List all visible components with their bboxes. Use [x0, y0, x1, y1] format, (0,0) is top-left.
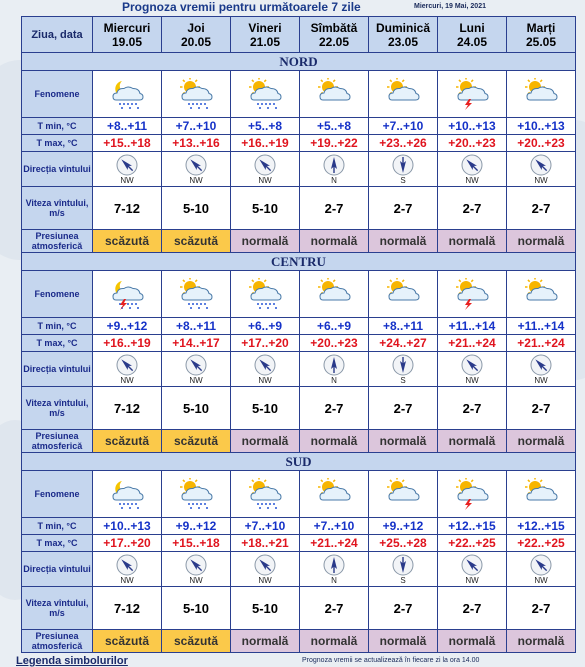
row-label-wind-speed: Viteza vîntului, m/s [22, 187, 93, 230]
tmin-value: +7..+10 [369, 118, 438, 135]
wind-direction-label: NW [189, 375, 203, 385]
weather-cell [93, 471, 162, 518]
wind-speed-value: 7-12 [93, 387, 162, 430]
wind-direction-cell [93, 352, 162, 387]
wind-arrow-icon [530, 154, 552, 176]
wind-arrow-icon [461, 154, 483, 176]
row-label-wind-direction: Direcția vîntului [22, 152, 93, 187]
tmax-value: +15..+18 [162, 535, 231, 552]
weather-cell [93, 271, 162, 318]
wind-speed-row [22, 187, 576, 230]
weather-cell [300, 471, 369, 518]
day-date: 23.05 [387, 34, 419, 49]
weather-cell [507, 471, 576, 518]
wind-direction-cell [507, 552, 576, 587]
day-date: 20.05 [180, 34, 212, 49]
pressure-value: normală [231, 430, 300, 453]
pressure-value: scăzută [93, 230, 162, 253]
tmin-value: +9..+12 [369, 518, 438, 535]
pressure-value: scăzută [162, 230, 231, 253]
header-label: Ziua, data [22, 17, 93, 53]
row-label-phenomena: Fenomene [22, 471, 93, 518]
row-label-wind-speed: Viteza vîntului, m/s [22, 387, 93, 430]
wind-speed-value: 2-7 [300, 187, 369, 230]
page-title: Prognoza vremii pentru următoarele 7 zile [122, 0, 361, 14]
tmin-value: +7..+10 [162, 118, 231, 135]
pressure-value: normală [438, 430, 507, 453]
wind-direction-cell [231, 352, 300, 387]
sun-cloud-icon [507, 78, 575, 110]
tmin-row [22, 318, 576, 335]
weather-cell [507, 271, 576, 318]
wind-direction-label: NW [189, 175, 203, 185]
wind-arrow-icon [323, 154, 345, 176]
day-name: Marți [526, 20, 556, 35]
tmin-value: +6..+9 [300, 318, 369, 335]
row-label-wind-speed: Viteza vîntului, m/s [22, 587, 93, 630]
pressure-value: normală [438, 230, 507, 253]
wind-speed-value: 2-7 [438, 587, 507, 630]
wind-arrow-icon [323, 354, 345, 376]
phenomena-row [22, 71, 576, 118]
wind-direction-row [22, 552, 576, 587]
pressure-value: scăzută [162, 430, 231, 453]
pressure-value: normală [438, 630, 507, 653]
tmax-value: +24..+27 [369, 335, 438, 352]
row-label-wind-direction: Direcția vîntului [22, 352, 93, 387]
wind-arrow-icon [530, 554, 552, 576]
wind-arrow-icon [185, 154, 207, 176]
night-cloud-rain-icon [93, 78, 161, 110]
wind-direction-cell [369, 552, 438, 587]
wind-direction-label: NW [534, 575, 548, 585]
wind-direction-label: NW [534, 375, 548, 385]
phenomena-row [22, 471, 576, 518]
update-note: Prognoza vremii se actualizează în fiecare zi la ora 14.00 [302, 657, 480, 664]
wind-direction-cell [300, 552, 369, 587]
wind-direction-label: N [331, 575, 337, 585]
row-label-tmax: T max, °C [22, 135, 93, 152]
tmax-value: +21..+24 [300, 535, 369, 552]
sun-cloud-icon [300, 78, 368, 110]
region-row [22, 453, 576, 471]
pressure-value: normală [300, 430, 369, 453]
row-label-tmax: T max, °C [22, 335, 93, 352]
wind-speed-value: 7-12 [93, 587, 162, 630]
pressure-value: scăzută [162, 630, 231, 653]
day-name: Sîmbătă [310, 20, 358, 35]
wind-direction-cell [369, 352, 438, 387]
wind-speed-value: 2-7 [300, 387, 369, 430]
weather-cell [507, 71, 576, 118]
tmin-value: +8..+11 [162, 318, 231, 335]
tmax-row [22, 135, 576, 152]
wind-direction-label: NW [465, 375, 479, 385]
region-row [22, 53, 576, 71]
region-row [22, 253, 576, 271]
current-date: Miercuri, 19 Mai, 2021 [414, 3, 486, 10]
pressure-row [22, 630, 576, 653]
wind-direction-cell [300, 352, 369, 387]
wind-speed-value: 5-10 [162, 387, 231, 430]
wind-speed-value: 5-10 [231, 187, 300, 230]
region-name: SUD [22, 453, 576, 471]
wind-arrow-icon [392, 154, 414, 176]
title-bar [0, 0, 585, 16]
pressure-value: normală [369, 430, 438, 453]
sun-cloud-rain-icon [162, 78, 230, 110]
tmin-row [22, 118, 576, 135]
wind-arrow-icon [461, 354, 483, 376]
tmax-value: +20..+23 [507, 135, 576, 152]
wind-direction-label: N [331, 375, 337, 385]
row-label-wind-direction: Direcția vîntului [22, 552, 93, 587]
tmax-value: +19..+22 [300, 135, 369, 152]
tmin-value: +8..+11 [93, 118, 162, 135]
sun-cloud-rain-icon [162, 278, 230, 310]
wind-speed-value: 2-7 [300, 587, 369, 630]
tmax-value: +16..+19 [231, 135, 300, 152]
sun-cloud-icon [369, 278, 437, 310]
wind-speed-value: 5-10 [162, 187, 231, 230]
wind-direction-row [22, 352, 576, 387]
tmax-value: +16..+19 [93, 335, 162, 352]
tmax-value: +13..+16 [162, 135, 231, 152]
weather-cell [300, 71, 369, 118]
tmax-value: +18..+21 [231, 535, 300, 552]
row-label-pressure: Presiunea atmosferică [22, 430, 93, 453]
day-header [369, 17, 438, 53]
tmax-value: +15..+18 [93, 135, 162, 152]
wind-direction-cell [162, 152, 231, 187]
tmin-row [22, 518, 576, 535]
pressure-value: scăzută [93, 430, 162, 453]
tmin-value: +12..+15 [438, 518, 507, 535]
tmax-value: +21..+24 [438, 335, 507, 352]
wind-direction-cell [231, 552, 300, 587]
sun-cloud-icon [300, 478, 368, 510]
sun-cloud-icon [300, 278, 368, 310]
weather-cell [438, 71, 507, 118]
day-name: Vineri [248, 20, 282, 35]
region-name: CENTRU [22, 253, 576, 271]
tmin-value: +12..+15 [507, 518, 576, 535]
weather-cell [162, 471, 231, 518]
tmin-value: +6..+9 [231, 318, 300, 335]
sun-cloud-icon [507, 478, 575, 510]
wind-arrow-icon [392, 554, 414, 576]
tmax-row [22, 535, 576, 552]
wind-direction-cell [369, 152, 438, 187]
wind-direction-cell [507, 352, 576, 387]
row-label-tmax: T max, °C [22, 535, 93, 552]
weather-cell [438, 471, 507, 518]
row-label-phenomena: Fenomene [22, 271, 93, 318]
tmin-value: +10..+13 [507, 118, 576, 135]
wind-direction-label: S [400, 575, 406, 585]
day-name: Joi [187, 20, 205, 35]
wind-arrow-icon [116, 154, 138, 176]
tmax-value: +25..+28 [369, 535, 438, 552]
wind-speed-value: 2-7 [507, 587, 576, 630]
wind-speed-value: 2-7 [369, 387, 438, 430]
tmax-value: +20..+23 [300, 335, 369, 352]
wind-speed-value: 2-7 [438, 187, 507, 230]
row-label-tmin: T min, °C [22, 118, 93, 135]
row-label-pressure: Presiunea atmosferică [22, 230, 93, 253]
wind-speed-row [22, 587, 576, 630]
wind-speed-value: 2-7 [438, 387, 507, 430]
wind-direction-cell [162, 352, 231, 387]
weather-cell [369, 271, 438, 318]
wind-speed-row [22, 387, 576, 430]
tmin-value: +8..+11 [369, 318, 438, 335]
wind-arrow-icon [254, 554, 276, 576]
weather-cell [231, 271, 300, 318]
header-row [22, 17, 576, 53]
sun-cloud-thunder-rain-icon [438, 478, 506, 510]
weather-cell [369, 71, 438, 118]
day-name: Miercuri [103, 20, 151, 35]
wind-speed-value: 2-7 [507, 387, 576, 430]
weather-cell [300, 271, 369, 318]
wind-direction-label: S [400, 175, 406, 185]
phenomena-row [22, 271, 576, 318]
wind-arrow-icon [185, 354, 207, 376]
wind-direction-label: S [400, 375, 406, 385]
day-header [507, 17, 576, 53]
weather-cell [93, 71, 162, 118]
day-date: 24.05 [456, 34, 488, 49]
pressure-value: normală [231, 630, 300, 653]
wind-direction-label: NW [120, 375, 134, 385]
wind-arrow-icon [323, 554, 345, 576]
tmax-value: +23..+26 [369, 135, 438, 152]
weather-cell [438, 271, 507, 318]
row-label-tmin: T min, °C [22, 518, 93, 535]
wind-direction-label: NW [258, 575, 272, 585]
row-label-pressure: Presiunea atmosferică [22, 630, 93, 653]
tmax-row [22, 335, 576, 352]
tmax-value: +20..+23 [438, 135, 507, 152]
tmax-value: +22..+25 [438, 535, 507, 552]
night-cloud-rain-icon [93, 478, 161, 510]
wind-direction-label: NW [258, 375, 272, 385]
night-cloud-rain-thunder-icon [93, 278, 161, 310]
sun-cloud-thunder-rain-icon [438, 78, 506, 110]
wind-direction-label: NW [534, 175, 548, 185]
wind-arrow-icon [116, 354, 138, 376]
wind-arrow-icon [254, 154, 276, 176]
wind-speed-value: 2-7 [369, 187, 438, 230]
sun-cloud-rain-icon [231, 478, 299, 510]
sun-cloud-rain-icon [231, 278, 299, 310]
tmax-value: +14..+17 [162, 335, 231, 352]
region-name: NORD [22, 53, 576, 71]
pressure-value: normală [300, 630, 369, 653]
wind-direction-cell [438, 552, 507, 587]
wind-direction-cell [93, 552, 162, 587]
wind-direction-label: NW [120, 175, 134, 185]
wind-direction-label: NW [189, 575, 203, 585]
sun-cloud-icon [369, 78, 437, 110]
pressure-value: normală [369, 630, 438, 653]
wind-direction-cell [300, 152, 369, 187]
pressure-value: normală [231, 230, 300, 253]
wind-direction-label: N [331, 175, 337, 185]
weather-cell [231, 71, 300, 118]
pressure-row [22, 430, 576, 453]
day-name: Luni [459, 20, 485, 35]
tmax-value: +21..+24 [507, 335, 576, 352]
row-label-tmin: T min, °C [22, 318, 93, 335]
wind-direction-cell [231, 152, 300, 187]
wind-arrow-icon [392, 354, 414, 376]
wind-arrow-icon [185, 554, 207, 576]
tmin-value: +5..+8 [231, 118, 300, 135]
day-date: 21.05 [249, 34, 281, 49]
wind-direction-row [22, 152, 576, 187]
weather-cell [369, 471, 438, 518]
wind-speed-value: 5-10 [162, 587, 231, 630]
wind-direction-cell [438, 152, 507, 187]
tmin-value: +9..+12 [93, 318, 162, 335]
sun-cloud-thunder-rain-icon [438, 278, 506, 310]
wind-direction-cell [438, 352, 507, 387]
weather-cell [162, 71, 231, 118]
wind-arrow-icon [530, 354, 552, 376]
wind-direction-label: NW [465, 175, 479, 185]
tmin-value: +10..+13 [93, 518, 162, 535]
day-date: 22.05 [318, 34, 350, 49]
forecast-table [21, 16, 576, 653]
sun-cloud-icon [369, 478, 437, 510]
tmin-value: +10..+13 [438, 118, 507, 135]
wind-direction-cell [93, 152, 162, 187]
legend-link[interactable]: Legenda simbolurilor [16, 655, 128, 667]
tmin-value: +9..+12 [162, 518, 231, 535]
weather-cell [231, 471, 300, 518]
tmax-value: +22..+25 [507, 535, 576, 552]
sun-cloud-rain-icon [231, 78, 299, 110]
pressure-value: normală [300, 230, 369, 253]
day-header [438, 17, 507, 53]
pressure-value: normală [507, 230, 576, 253]
sun-cloud-icon [507, 278, 575, 310]
tmax-value: +17..+20 [93, 535, 162, 552]
tmin-value: +7..+10 [231, 518, 300, 535]
day-header [231, 17, 300, 53]
day-header [300, 17, 369, 53]
weather-cell [162, 271, 231, 318]
pressure-value: normală [369, 230, 438, 253]
wind-direction-label: NW [258, 175, 272, 185]
wind-arrow-icon [461, 554, 483, 576]
wind-speed-value: 7-12 [93, 187, 162, 230]
pressure-row [22, 230, 576, 253]
day-date: 25.05 [525, 34, 557, 49]
wind-direction-label: NW [120, 575, 134, 585]
row-label-phenomena: Fenomene [22, 71, 93, 118]
tmin-value: +11..+14 [507, 318, 576, 335]
tmax-value: +17..+20 [231, 335, 300, 352]
pressure-value: normală [507, 430, 576, 453]
tmin-value: +5..+8 [300, 118, 369, 135]
sun-cloud-rain-icon [162, 478, 230, 510]
wind-speed-value: 2-7 [369, 587, 438, 630]
tmin-value: +7..+10 [300, 518, 369, 535]
wind-arrow-icon [116, 554, 138, 576]
wind-direction-label: NW [465, 575, 479, 585]
pressure-value: normală [507, 630, 576, 653]
day-header [93, 17, 162, 53]
day-header [162, 17, 231, 53]
day-date: 19.05 [111, 34, 143, 49]
wind-speed-value: 5-10 [231, 387, 300, 430]
wind-direction-cell [162, 552, 231, 587]
wind-speed-value: 2-7 [507, 187, 576, 230]
pressure-value: scăzută [93, 630, 162, 653]
wind-arrow-icon [254, 354, 276, 376]
wind-direction-cell [507, 152, 576, 187]
wind-speed-value: 5-10 [231, 587, 300, 630]
tmin-value: +11..+14 [438, 318, 507, 335]
day-name: Duminică [375, 20, 430, 35]
